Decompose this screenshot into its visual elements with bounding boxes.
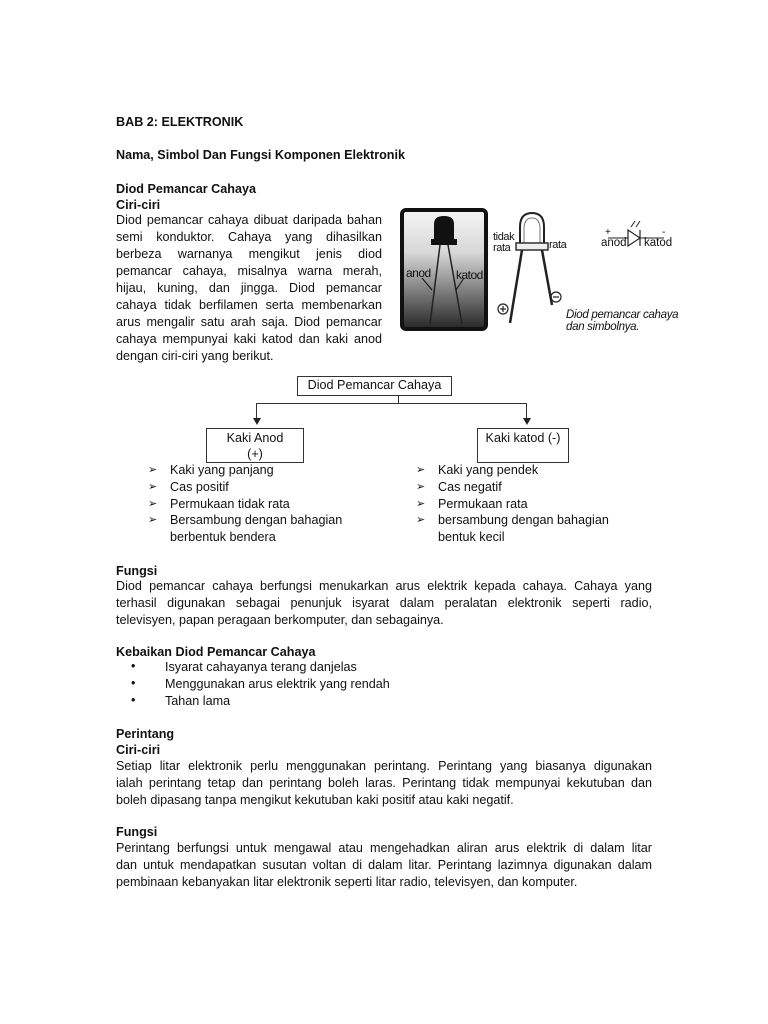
tree-branch-line bbox=[256, 403, 527, 404]
paragraph-line: arus mengalir satu arah saja. Diod pemancar bbox=[116, 315, 382, 329]
resistor-function-heading: Fungsi bbox=[116, 825, 158, 839]
led-function-heading: Fungsi bbox=[116, 564, 158, 578]
paragraph-line: pembinaan kebanyakan litar elektronik seperti litar radio, televisyen, dan komputer. bbox=[116, 875, 578, 889]
paragraph-line: Setiap litar elektronik perlu menggunakan perintang. Perintang yang biasanya digunakan bbox=[116, 759, 652, 773]
paragraph-line: dan untuk mendapatkan susutan voltan di dalam litar. Perintang lazimnya digunakan dalam bbox=[116, 858, 652, 872]
not-flat-label-line2: rata bbox=[493, 242, 511, 254]
tree-right-line bbox=[526, 403, 527, 419]
bullet-icon: • bbox=[131, 659, 136, 673]
anode-title: Kaki Anod bbox=[226, 431, 284, 445]
paragraph-line: Diod pemancar cahaya dibuat daripada bahan bbox=[116, 213, 382, 227]
symbol-minus: - bbox=[662, 227, 666, 238]
figure-caption bbox=[566, 309, 678, 333]
arrow-down-icon bbox=[253, 418, 261, 425]
paragraph-line: semi konduktor. Cahaya yang dihasilkan bbox=[116, 230, 382, 244]
photo-cathode-label: katod bbox=[456, 268, 483, 282]
arrow-bullet-icon: ➢ bbox=[416, 481, 426, 493]
not-flat-label bbox=[493, 232, 514, 254]
paragraph-line: cahaya tidak berfilamen serta membenarkan bbox=[116, 298, 382, 312]
anode-box bbox=[206, 428, 304, 463]
chapter-title: BAB 2: ELEKTRONIK bbox=[116, 115, 244, 129]
paragraph-line: hijau, kuning, dan jingga. Diod pemancar bbox=[116, 281, 382, 295]
led-advantages-heading: Kebaikan Diod Pemancar Cahaya bbox=[116, 645, 316, 659]
resistor-features-heading: Ciri-ciri bbox=[116, 743, 161, 757]
paragraph-line: Perintang berfungsi untuk mengawal atau mengehadkan aliran arus elektrik di dalam litar bbox=[116, 841, 652, 855]
bullet-icon: • bbox=[131, 676, 136, 690]
paragraph-line: cahaya mempunyai kaki katod dan kaki anod bbox=[116, 332, 382, 346]
paragraph-line: pemancar cahaya, misalnya warna merah, bbox=[116, 264, 382, 278]
cathode-box bbox=[477, 428, 569, 463]
led-features-heading: Ciri-ciri bbox=[116, 198, 161, 212]
photo-anode-label: anod bbox=[406, 266, 431, 280]
symbol-plus: + bbox=[605, 227, 611, 238]
cathode-title: Kaki katod (-) bbox=[485, 431, 561, 445]
arrow-bullet-icon: ➢ bbox=[148, 498, 158, 510]
paragraph-line: ialah perintang tetap dan perintang boleh laras. Perintang tidak mempunyai kekutuban dan bbox=[116, 776, 652, 790]
tree-root-label: Diod Pemancar Cahaya bbox=[307, 378, 442, 392]
not-flat-label-line1: tidak bbox=[493, 231, 515, 243]
arrow-bullet-icon: ➢ bbox=[148, 514, 158, 526]
paragraph-line: berbeza warnanya mengikut jenis diod bbox=[116, 247, 382, 261]
flat-label: rata bbox=[549, 239, 567, 251]
paragraph-line: televisyen, papan peragaan berkomputer, dan sebagainya. bbox=[116, 613, 444, 627]
paragraph-line: boleh dipasang tanpa mengikut kekutuban kaki positif atau kaki negatif. bbox=[116, 793, 514, 807]
led-photo bbox=[400, 208, 488, 331]
paragraph-line: Diod pemancar cahaya berfungsi menukarkan arus elektrik kepada cahaya. Cahaya yang bbox=[116, 579, 652, 593]
paragraph-line: dengan ciri-ciri yang berikut. bbox=[116, 349, 274, 363]
caption-line1: Diod pemancar cahaya bbox=[566, 309, 679, 321]
arrow-bullet-icon: ➢ bbox=[416, 498, 426, 510]
anode-sign: (+) bbox=[247, 447, 263, 461]
arrow-bullet-icon: ➢ bbox=[148, 464, 158, 476]
tree-root-box bbox=[297, 376, 452, 396]
tree-left-line bbox=[256, 403, 257, 419]
resistor-heading: Perintang bbox=[116, 727, 175, 741]
bullet-icon: • bbox=[131, 693, 136, 707]
section-title: Nama, Simbol Dan Fungsi Komponen Elektronik bbox=[116, 148, 405, 162]
led-drawing-icon bbox=[494, 205, 574, 335]
caption-line2: dan simbolnya. bbox=[566, 321, 640, 333]
led-figure bbox=[398, 205, 680, 340]
led-heading: Diod Pemancar Cahaya bbox=[116, 182, 256, 196]
arrow-bullet-icon: ➢ bbox=[416, 464, 426, 476]
arrow-bullet-icon: ➢ bbox=[416, 514, 426, 526]
arrow-bullet-icon: ➢ bbox=[148, 481, 158, 493]
paragraph-line: terhasil digunakan sebagai penunjuk isyarat dalam peralatan elektronik seperti radio, bbox=[116, 596, 652, 610]
symbol-anode-label: anod bbox=[601, 237, 627, 249]
arrow-down-icon bbox=[523, 418, 531, 425]
symbol-cathode-label: katod bbox=[644, 237, 673, 249]
